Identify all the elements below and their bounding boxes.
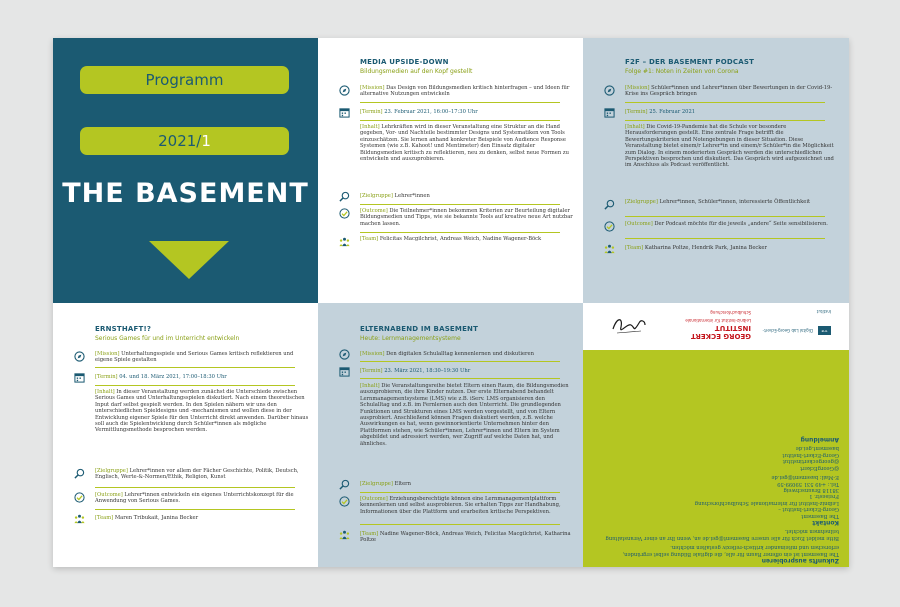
future-text: The Basement ist ein offener Raum für alle, die digitale Bildung selbst ergründen, erforschen und miteinander kritisch-reflexiv gestalten möchten. bbox=[622, 544, 839, 557]
team-label: [Team] bbox=[95, 515, 114, 521]
website-link[interactable]: basement.gei.de bbox=[795, 445, 839, 452]
mission-label: [Mission] bbox=[360, 85, 385, 91]
outcome-text: Erziehungsberechtigte können eine Lernmanagementplattform kennenlernen und selbst ausprobieren. Sie erhalten Tipps zur Handhabung, Informationen über die Plattform und erarbeiten kritische Perspektiven. bbox=[360, 496, 561, 515]
georg-eckert-logo bbox=[679, 309, 751, 339]
mission-label: [Mission] bbox=[95, 351, 120, 357]
basement-logo bbox=[761, 311, 831, 341]
f2f-podcast-panel bbox=[583, 38, 849, 303]
mission-text: Unterhaltungsspiele und Serious Games kritisch reflektieren und eigene Spiele gestalten bbox=[95, 351, 294, 364]
georg-eckert-sub: Leibniz-Institut für internationale Schulbuchforschung bbox=[685, 310, 751, 323]
termin-text: 04. und 18. März 2021, 17:00–18:30 Uhr bbox=[117, 374, 227, 380]
checkmark-icon bbox=[74, 492, 85, 503]
compass-icon bbox=[604, 85, 615, 96]
team-icon bbox=[339, 236, 350, 247]
zielgruppe-text: Lehrer*innen bbox=[392, 193, 430, 199]
outcome-label: [Outcome] bbox=[95, 492, 123, 498]
contact-heading: Kontakt bbox=[812, 518, 839, 526]
team-text: Katharina Poltze, Hendrik Park, Janina Becker bbox=[643, 245, 767, 251]
arrow-down-icon bbox=[149, 241, 229, 279]
team-row bbox=[95, 515, 309, 521]
checkmark-icon bbox=[604, 221, 615, 232]
zielgruppe-label: [Zielgruppe] bbox=[625, 199, 658, 205]
mission-text: Den digitalen Schulalltag kennenlernen und diskutieren bbox=[384, 351, 534, 357]
inhalt-label: [Inhalt] bbox=[95, 389, 115, 395]
mission-row bbox=[95, 351, 309, 364]
magnifier-icon bbox=[604, 199, 615, 210]
team-row bbox=[360, 531, 574, 544]
zielgruppe-text: Eltern bbox=[392, 481, 411, 487]
zielgruppe-label: [Zielgruppe] bbox=[360, 481, 393, 487]
year-prefix: 2021/ bbox=[158, 132, 202, 150]
divider bbox=[360, 361, 560, 362]
inhalt-text: Die Veranstaltungsreihe bietet Eltern einen Raum, die Bildungsmedien auszuprobieren, die ihre Kinder nutzen. Der erste Elternabend behandelt Lernmanagementsysteme (LMS) wie z.B. iServ. LMS organisieren den Schulalltag und z.B. im Fernlernen auch den Unterricht. Die grundlegenden Funktionen und Strukturen eines LMS werden vorgestellt, und von Eltern ausprobiert. Anschließend können Fragen diskutiert werden, z.B. welche Auswirkungen es hat, wenn gewinnorientierte Unternehmen hinter den Plattformen stehen, wie Schüler*innen, Lehrer*innen und Eltern im System abgebildet und adressiert werden, wer Zugriff auf welche Daten hat, und ähnliches. bbox=[360, 383, 569, 447]
mission-row bbox=[625, 85, 839, 98]
termin-label: [Termin] bbox=[95, 374, 118, 380]
termin-row bbox=[360, 109, 574, 115]
divider bbox=[625, 102, 825, 103]
mission-label: [Mission] bbox=[625, 85, 650, 91]
team-icon bbox=[339, 529, 350, 540]
team-icon bbox=[74, 513, 85, 524]
elternabend-panel bbox=[318, 303, 583, 567]
outcome-text: Die Teilnehmer*innen bekommen Kriterien zur Beurteilung digitaler Bildungsmedien und Tipps, wie sie bekannte Tools auf kreative neue Art nutzbar machen lassen. bbox=[360, 208, 573, 227]
outcome-row bbox=[360, 496, 574, 515]
team-text: Felicitas Macgilchrist, Andreas Weich, Nadine Wagener-Böck bbox=[378, 236, 542, 242]
zielgruppe-label: [Zielgruppe] bbox=[360, 193, 393, 199]
team-label: [Team] bbox=[625, 245, 644, 251]
compass-icon bbox=[74, 351, 85, 362]
compass-icon bbox=[339, 85, 350, 96]
media-upside-down-panel bbox=[318, 38, 583, 303]
divider bbox=[625, 216, 825, 217]
termin-text: 25. Februar 2021 bbox=[647, 109, 696, 115]
divider bbox=[360, 232, 560, 233]
outcome-row bbox=[95, 492, 309, 505]
termin-row bbox=[95, 374, 309, 380]
team-row bbox=[360, 236, 574, 242]
event-title: ERNSTHAFT!? bbox=[95, 325, 152, 333]
inhalt-text: Die Covid-19-Pandemie hat die Schule vor besondere Herausforderungen gestellt. Eine zentrale Frage betrifft die Bewertungskriterien und Notengebungen in dieser Situation. Diese Veranstaltung bietet einem/r Lehrer*in und einem/r Schüler*in die Möglichkeit zum Dialog. In einem moderierten Gespräch werden die unterschiedlichen Perspektiven besprochen und diskutiert. Das Gespräch wird aufgezeichnet und im Anschluss als Podcast veröffentlicht. bbox=[625, 124, 834, 169]
team-label: [Team] bbox=[360, 531, 379, 537]
divider bbox=[95, 367, 295, 368]
outcome-text: Lehrer*innen entwickeln ein eigenes Unterrichtskonzept für die Anwendung von Serious Games. bbox=[95, 492, 294, 505]
georg-eckert-name: GEORG ECKERT INSTITUT bbox=[690, 324, 751, 340]
event-subtitle: Folge #1: Noten in Zeiten von Corona bbox=[625, 68, 739, 75]
inhalt-text: In dieser Veranstaltung werden zunächst die Unterschiede zwischen Serious Games und Unterhaltungsspielen diskutiert. Nach einem theoretischen Input darf selbst gespielt werden. In den Spielen nähern wir uns den unterschiedlichen Spieldesigns und -mechanismen und wollen diese in der Entwicklung eigener Spiele für den Unterricht direkt anwenden. Darüber hinaus soll auch die Spielentwicklung durch Schüler*innen als mögliche Vermittlungsmethode besprochen werden. bbox=[95, 389, 309, 434]
zielgruppe-text: Lehrer*innen, Schüler*innen, interessierte Öffentlichkeit bbox=[657, 199, 811, 205]
outcome-label: [Outcome] bbox=[625, 221, 653, 227]
contact-line: The Basement bbox=[801, 512, 839, 519]
magnifier-icon bbox=[339, 479, 350, 490]
facebook-handle[interactable]: Georg-Eckert-Institut bbox=[782, 451, 839, 458]
inhalt-row bbox=[625, 124, 839, 169]
register-text: Bitte meldet Euch für alle unsere Basement@gei.de an, wenn Ihr an einer Veranstaltung teilnehmen möchtet. bbox=[605, 528, 839, 541]
twitter-handle[interactable]: @GeorgEckert bbox=[800, 464, 839, 471]
year-pill bbox=[80, 127, 289, 155]
divider bbox=[360, 492, 560, 493]
outcome-row bbox=[625, 221, 839, 227]
contact-line: Leibniz-Institut für internationale Schulbuchforschung bbox=[694, 499, 839, 506]
cover-panel bbox=[53, 38, 318, 303]
calendar-icon bbox=[74, 372, 85, 383]
termin-text: 23. Februar 2021, 16:00–17:30 Uhr bbox=[382, 109, 478, 115]
logo-strip bbox=[583, 303, 849, 350]
divider bbox=[625, 120, 825, 121]
termin-row bbox=[625, 109, 839, 115]
inhalt-label: [Inhalt] bbox=[360, 383, 380, 389]
divider bbox=[360, 120, 560, 121]
magnifier-icon bbox=[74, 468, 85, 479]
divider bbox=[625, 238, 825, 239]
team-row bbox=[625, 245, 839, 251]
instagram-handle[interactable]: @georgeckertinstitut bbox=[782, 458, 839, 465]
flyer-sheet bbox=[53, 38, 849, 567]
contact-panel bbox=[583, 303, 849, 567]
event-subtitle: Bildungsmedien auf den Kopf gestellt bbox=[360, 68, 473, 75]
inhalt-row bbox=[95, 389, 309, 434]
outcome-label: [Outcome] bbox=[360, 208, 388, 214]
future-heading: Zukunfts ausprobieren bbox=[761, 557, 839, 564]
zielgruppe-text: Lehrer*innen vor allem der Fächer Geschichte, Politik, Deutsch, Englisch, Werte-&-Normen/Ethik, Religion, Kunst bbox=[95, 468, 299, 481]
compass-icon bbox=[339, 349, 350, 360]
zielgruppe-row bbox=[360, 481, 574, 487]
termin-label: [Termin] bbox=[360, 109, 383, 115]
inhalt-row bbox=[360, 383, 574, 447]
event-title: MEDIA UPSIDE-DOWN bbox=[360, 58, 449, 66]
contact-text-rotated bbox=[595, 353, 839, 563]
inhalt-text: Lehrkräften wird in dieser Veranstaltung eine Struktur an die Hand gegeben, Vor- und Nachteile bestimmter Designs und Systematiken von Tools einzuschätzen. Sie lernen anhand konkreter Beispiele von Audience Response Systemen (wie z.B. Kahoot! und Mentimeter) den Einsatz digitaler Bildungsmedien kritisch zu reflektieren, neu zu denken, selbst neue Formen zu entwickeln und auszuprobieren. bbox=[360, 124, 569, 163]
calendar-icon bbox=[604, 107, 615, 118]
event-subtitle: Heute: Lernmanagementsysteme bbox=[360, 335, 461, 342]
checkmark-icon bbox=[339, 496, 350, 507]
calendar-icon bbox=[339, 107, 350, 118]
zielgruppe-label: [Zielgruppe] bbox=[95, 468, 128, 474]
zielgruppe-row bbox=[625, 199, 839, 205]
event-subtitle: Serious Games für und im Unterricht entwickeln bbox=[95, 335, 240, 342]
year-suffix: 1 bbox=[201, 132, 211, 150]
contact-email[interactable]: E-Mail: basement@gei.de bbox=[771, 474, 839, 481]
team-text: Maren Tribukait, Janina Becker bbox=[113, 515, 199, 521]
divider bbox=[95, 487, 295, 488]
outcome-label: [Outcome] bbox=[360, 496, 388, 502]
mission-row bbox=[360, 85, 574, 98]
team-text: Nadine Wagener-Böck, Andreas Weich, Felicitas Macgilchrist, Katharina Poltze bbox=[360, 531, 571, 544]
inhalt-row bbox=[360, 124, 574, 162]
calendar-icon bbox=[339, 366, 350, 377]
outcome-row bbox=[360, 208, 574, 227]
termin-label: [Termin] bbox=[625, 109, 648, 115]
divider bbox=[360, 378, 560, 379]
zielgruppe-row bbox=[95, 468, 309, 481]
divider bbox=[360, 204, 560, 205]
signature-logo bbox=[609, 313, 649, 337]
event-title: F2F – DER BASEMENT PODCAST bbox=[625, 58, 755, 66]
contact-line: Freisestr. 1 bbox=[809, 493, 839, 500]
termin-label: [Termin] bbox=[360, 368, 383, 374]
termin-row bbox=[360, 368, 574, 374]
ernsthaft-panel bbox=[53, 303, 318, 567]
mission-label: [Mission] bbox=[360, 351, 385, 357]
termin-text: 23. März 2021, 18:30–19:30 Uhr bbox=[382, 368, 471, 374]
contact-line: 38118 Braunschweig bbox=[783, 486, 839, 493]
program-label: Programm bbox=[145, 71, 224, 89]
divider bbox=[95, 509, 295, 510]
register-heading: Anmeldung bbox=[800, 436, 839, 444]
contact-line: Georg-Eckert-Institut – bbox=[778, 506, 839, 513]
program-label-pill bbox=[80, 66, 289, 94]
outcome-text: Der Podcast möchte für die jeweils „andere“ Seite sensibilisieren. bbox=[652, 221, 828, 227]
zielgruppe-row bbox=[360, 193, 574, 199]
divider bbox=[95, 385, 295, 386]
event-title: ELTERNABEND IM BASEMENT bbox=[360, 325, 479, 333]
divider bbox=[360, 524, 560, 525]
team-icon bbox=[604, 243, 615, 254]
mission-text: Schüler*innen und Lehrer*innen über Bewertungen in der Covid-19-Krise ins Gespräch bringen bbox=[625, 85, 833, 98]
cover-title: THE BASEMENT bbox=[62, 178, 309, 209]
divider bbox=[360, 102, 560, 103]
basement-logo-box: THE BASEMENT bbox=[814, 320, 831, 333]
magnifier-icon bbox=[339, 191, 350, 202]
contact-line: Tel.: +49 531 59099-59 bbox=[777, 480, 839, 487]
team-label: [Team] bbox=[360, 236, 379, 242]
checkmark-icon bbox=[339, 208, 350, 219]
mission-text: Das Design von Bildungsmedien kritisch hinterfragen – und Ideen für alternative Nutzungen entwickeln bbox=[360, 85, 570, 98]
basement-logo-text: Digital Lab Georg-Eckert-Institut bbox=[762, 309, 831, 333]
inhalt-label: [Inhalt] bbox=[625, 124, 645, 130]
mission-row bbox=[360, 351, 574, 357]
inhalt-label: [Inhalt] bbox=[360, 124, 380, 130]
